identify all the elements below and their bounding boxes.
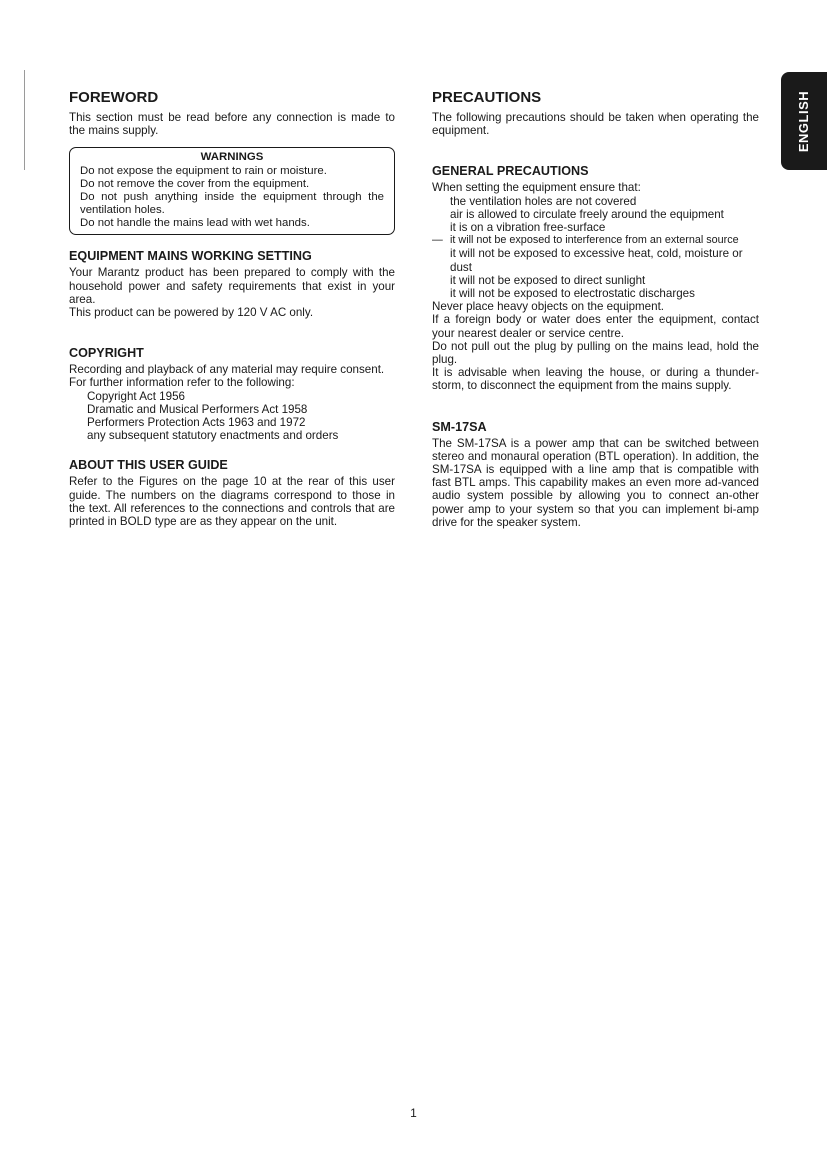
list-item: it is on a vibration free-surface (450, 221, 606, 235)
general-paragraph: If a foreign body or water does enter the equipment, contact your nearest dealer or service centre. (432, 313, 759, 340)
list-item: it will not be exposed to direct sunlight (450, 273, 646, 287)
list-item: Performers Protection Acts 1963 and 1972 (87, 416, 306, 430)
warning-line: Do not expose the equipment to rain or moisture. (80, 165, 327, 178)
general-paragraph: Never place heavy objects on the equipment. (432, 300, 665, 314)
mains-voltage-text: This product can be powered by 120 V AC only. (69, 306, 314, 320)
general-lead: When setting the equipment ensure that: (432, 181, 641, 195)
general-precautions-heading: GENERAL PRECAUTIONS (432, 164, 589, 179)
mains-heading: EQUIPMENT MAINS WORKING SETTING (69, 249, 312, 264)
right-column (432, 89, 759, 529)
copyright-heading: COPYRIGHT (69, 346, 144, 361)
list-item: the ventilation holes are not covered (450, 194, 637, 208)
general-list-continued (432, 247, 759, 300)
left-column (69, 89, 395, 528)
list-item: it will not be exposed to excessive heat, cold, moisture or dust (450, 247, 743, 274)
warning-line: Do not remove the cover from the equipment. (80, 178, 310, 191)
warnings-box (69, 147, 395, 235)
language-tab (781, 72, 827, 170)
dash-mark: — (432, 234, 443, 247)
list-item: it will not be exposed to electrostatic discharges (450, 287, 695, 301)
list-item-text: it will not be exposed to interference from an external source (450, 234, 739, 247)
general-paragraph: Do not pull out the plug by pulling on the mains lead, hold the plug. (432, 339, 759, 367)
page-number: 1 (410, 1106, 417, 1120)
user-guide-heading: ABOUT THIS USER GUIDE (69, 458, 228, 473)
margin-rule (24, 70, 25, 170)
foreword-heading: FOREWORD (69, 89, 159, 106)
warnings-title: WARNINGS (200, 151, 264, 164)
list-item: Copyright Act 1956 (87, 389, 185, 403)
sm17sa-text: The SM-17SA is a power amp that can be switched between stereo and monaural operation (BTL operation). In addition, the SM-17SA is equipped with a line amp that is compatible with fast BTL amps. This capability makes an even more ad-vanced audio system possible by allowing you to connect an-other power amp to your system so that you can implement bi-amp drive for the speaker system. (432, 436, 759, 529)
copyright-refer-text: For further information refer to the following: (69, 376, 295, 390)
list-item: any subsequent statutory enactments and orders (87, 429, 339, 443)
warning-line: Do not push anything inside the equipment through the ventilation holes. (80, 191, 384, 217)
foreword-intro: This section must be read before any connection is made to the mains supply. (69, 111, 395, 138)
list-item (432, 234, 759, 247)
list-item: Dramatic and Musical Performers Act 1958 (87, 402, 308, 416)
precautions-intro: The following precautions should be taken when operating the equipment. (432, 111, 759, 138)
user-guide-text: Refer to the Figures on the page 10 at the rear of this user guide. The numbers on the diagrams correspond to those in the text. All references to the connections and controls that are printed in BOLD type are as they appear on the unit. (69, 475, 395, 529)
copyright-list (69, 390, 395, 443)
precautions-heading: PRECAUTIONS (432, 89, 542, 106)
warning-line: Do not handle the mains lead with wet hands. (80, 217, 310, 230)
copyright-text: Recording and playback of any material may require consent. (69, 363, 385, 377)
language-tab-label: ENGLISH (796, 90, 812, 152)
general-paragraph: It is advisable when leaving the house, or during a thunder-storm, to disconnect the equipment from the mains supply. (432, 366, 759, 393)
sm17sa-heading: SM-17SA (432, 419, 487, 434)
list-item: air is allowed to circulate freely around the equipment (450, 207, 724, 221)
mains-text: Your Marantz product has been prepared to comply with the household power and safety requirements that exist in your area. (69, 266, 395, 306)
general-list (432, 195, 759, 235)
